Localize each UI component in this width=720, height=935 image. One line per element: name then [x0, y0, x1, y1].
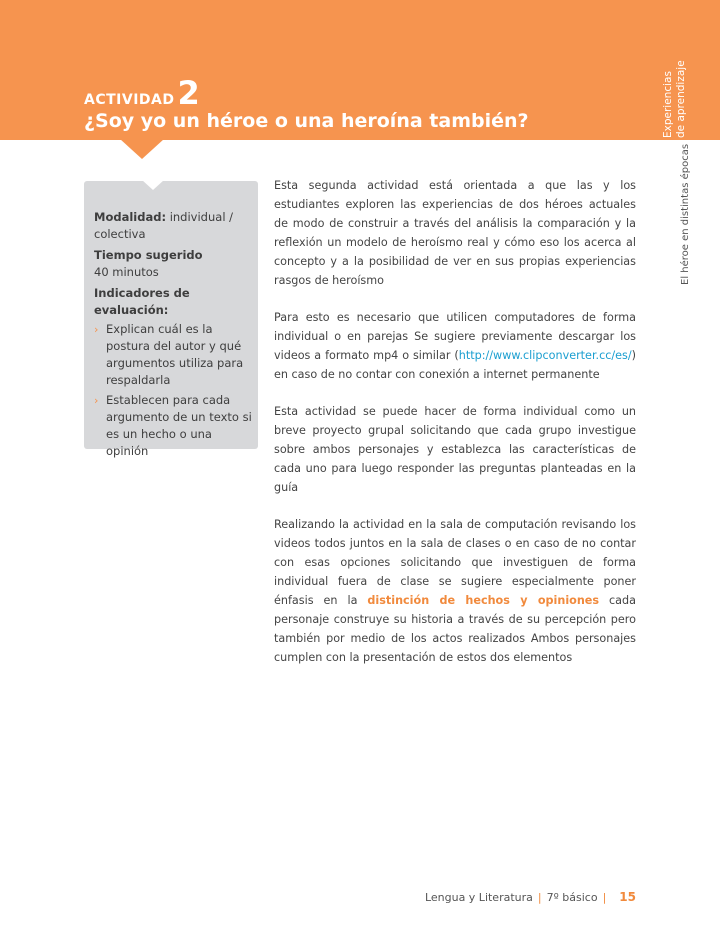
activity-label [84, 74, 200, 112]
footer-separator: | [537, 891, 542, 904]
indicator-text: Establecen para cada argumento de un texto si es un hecho o una opinión [106, 393, 252, 458]
paragraph-1: Esta segunda actividad está orientada a que las y los estudiantes exploren las experiencias de dos héroes actuales de modo de construir a través del análisis la comparación y la reflexión un modelo de heroísmo real y cómo eso los acerca al concepto y a la posibilidad de ver en sus propias experiencias rasgos de heroísmo [274, 179, 636, 287]
footer-subject: Lengua y Literatura [424, 891, 533, 904]
modalidad-label: Modalidad: [94, 210, 167, 224]
main-text [274, 176, 636, 685]
paragraph-3: Esta actividad se puede hacer de forma individual como un breve proyecto grupal solicitando que cada grupo investigue sobre ambos personajes y establezca las características de cada uno para luego responder las preguntas planteadas en la guía [274, 405, 636, 494]
list-item [94, 321, 254, 389]
page-number: 15 [619, 890, 636, 904]
paragraph-4: Realizando la actividad en la sala de computación revisando los videos todos juntos en la sala de clases o en caso de no contar con esas opciones solicitando que investiguen de forma individual fuera de clase se sugiere especialmente poner énfasis en la distinción de hechos y opiniones cada personaje construye su historia a través de su percepción pero también por medio de los actos realizados Ambos personajes cumplen con la presentación de estos dos elementos [274, 518, 636, 664]
bullet-icon: › [94, 323, 99, 336]
bullet-icon: › [94, 394, 99, 407]
tiempo-value: 40 minutos [94, 265, 159, 279]
activity-word: ACTIVIDAD [84, 92, 175, 108]
highlight-text: distinción de hechos y opiniones [367, 594, 600, 607]
tiempo-label: Tiempo sugerido [94, 248, 203, 262]
clipconverter-link[interactable]: http://www.clipconverter.cc/es/ [458, 349, 632, 362]
footer-grade: 7º básico [546, 891, 598, 904]
info-box [84, 181, 258, 458]
modalidad-value: individual / colectiva [94, 210, 234, 241]
list-item [94, 392, 254, 460]
header-notch [120, 139, 164, 159]
footer-separator: | [602, 891, 607, 904]
side-section-line1: Experiencias [662, 71, 674, 138]
indicadores-label: Indicadores de evaluación: [94, 286, 190, 317]
info-box-notch [142, 180, 164, 190]
indicators-list [94, 321, 254, 460]
activity-title: ¿Soy yo un héroe o una heroína también? [84, 110, 529, 132]
activity-number: 2 [177, 74, 200, 112]
modalidad-line [94, 209, 254, 243]
paragraph-2: Para esto es necesario que utilicen computadores de forma individual o en parejas Se sugiere previamente descargar los videos a formato mp4 o similar (http://www.clipconverter.cc/es/) en caso de no contar con conexión a internet permanente [274, 311, 636, 381]
indicator-text: Explican cuál es la postura del autor y qué argumentos utiliza para respaldarla [106, 322, 244, 387]
footer [425, 890, 636, 904]
side-section-line2: de aprendizaje [675, 60, 687, 138]
side-unit-label: El héroe en distintas épocas [680, 143, 691, 285]
info-box-content [94, 209, 254, 463]
side-section-label [662, 58, 720, 138]
